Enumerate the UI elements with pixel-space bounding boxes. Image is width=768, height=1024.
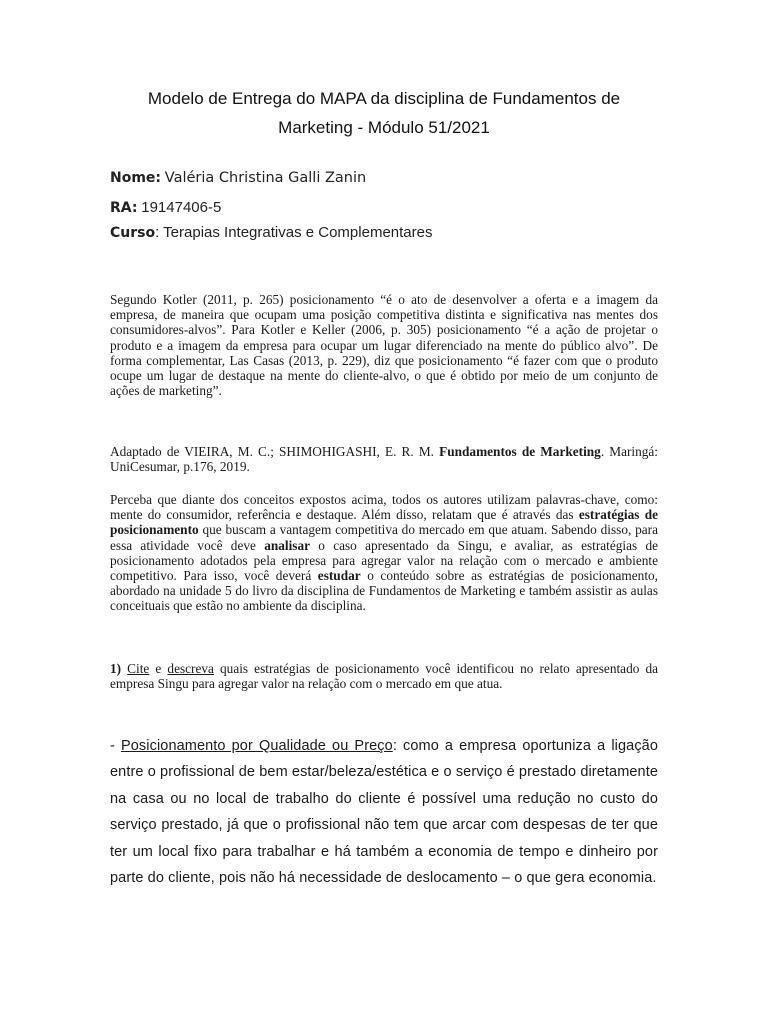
name-label: Nome: bbox=[110, 170, 162, 186]
answer-topic: Posicionamento por Qualidade ou Preço bbox=[121, 738, 393, 754]
course-label: Curso bbox=[110, 225, 156, 241]
question-and: e bbox=[149, 661, 168, 676]
reference-prefix: Adaptado de VIEIRA, M. C.; SHIMOHIGASHI, E. R. M. bbox=[110, 444, 440, 459]
intro-paragraph: Segundo Kotler (2011, p. 265) posicionamento “é o ato de desenvolver a oferta e a imagem da empresa, de maneira que ocupam uma posição competitiva distinta e significativa nas mentes dos consumidores-alvos”. Para Kotler e Keller (2006, p. 305) posicionamento “é a ação de projetar o produto e a imagem da empresa para ocupar um lugar diferenciado na mente do público alvo”. De forma complementar, Las Casas (2013, p. 229), diz que posicionamento “é fazer com que o produto ocupe um lugar de destaque na mente do cliente-alvo, o que é obtido por meio de um conjunto de ações de marketing”. bbox=[110, 292, 658, 399]
instructions-part-1: Perceba que diante dos conceitos expostos acima, todos os autores utilizam palavras-chave, como: mente do consumidor, referência e destaque. Além disso, relatam que é através das bbox=[110, 492, 658, 523]
ra-label: RA: bbox=[110, 200, 138, 216]
question-paragraph bbox=[110, 661, 658, 691]
student-ra-row bbox=[110, 199, 670, 217]
ra-value: 19147406-5 bbox=[141, 199, 222, 216]
question-number: 1) bbox=[110, 661, 122, 676]
title-line-2: Marketing - Módulo 51/2021 bbox=[278, 118, 490, 137]
question-describe: descreva bbox=[167, 661, 214, 676]
answer-dash: - bbox=[110, 738, 121, 754]
answer-paragraph bbox=[110, 733, 658, 891]
instructions-part-2: que buscam a vantagem competitiva do mercado em que atuam. Sabendo disso, para essa atividade você deve bbox=[110, 522, 658, 553]
question-rest: quais estratégias de posicionamento você identificou no relato apresentado da empresa Singu para agregar valor na relação com o mercado em que atua. bbox=[110, 661, 658, 692]
student-name-row bbox=[110, 170, 670, 187]
reference-suffix: . Maringá: UniCesumar, p.176, 2019. bbox=[110, 444, 658, 475]
instructions-bold-2: analisar bbox=[264, 537, 310, 553]
instructions-part-4: o conteúdo sobre as estratégias de posicionamento, abordado na unidade 5 do livro da disciplina de Fundamentos de Marketing e também assistir as aulas conceituais que estão no ambiente da disciplina. bbox=[110, 568, 658, 614]
student-course-row bbox=[110, 224, 670, 242]
document-title bbox=[110, 84, 658, 142]
instructions-bold-1: estratégias de posicionamento bbox=[110, 507, 658, 538]
instructions-paragraph bbox=[110, 492, 658, 614]
instructions-bold-3: estudar bbox=[317, 568, 361, 584]
reference-book-title: Fundamentos de Marketing bbox=[439, 444, 601, 459]
question-cite: Cite bbox=[127, 661, 150, 676]
reference-paragraph bbox=[110, 444, 658, 474]
instructions-part-3: o caso apresentado da Singu, e avaliar, as estratégias de posicionamento adotados pela empresa para agregar valor na relação com o mercado e ambiente competitivo. Para isso, você deverá bbox=[110, 537, 659, 584]
course-value: : Terapias Integrativas e Complementares bbox=[155, 224, 433, 241]
name-value: Valéria Christina Galli Zanin bbox=[164, 170, 367, 186]
title-line-1: Modelo de Entrega do MAPA da disciplina de Fundamentos de bbox=[147, 89, 621, 108]
answer-text: : como a empresa oportuniza a ligação entre o profissional de bem estar/beleza/estética e o serviço é prestado diretamente na casa ou no local de trabalho do cliente é possível uma redução no custo do serviço prestado, já que o profissional não tem que arcar com despesas de ter que ter um local fixo para trabalhar e há também a economia de tempo e dinheiro por parte do cliente, pois não há necessidade de deslocamento – o que gera economia. bbox=[110, 738, 658, 887]
